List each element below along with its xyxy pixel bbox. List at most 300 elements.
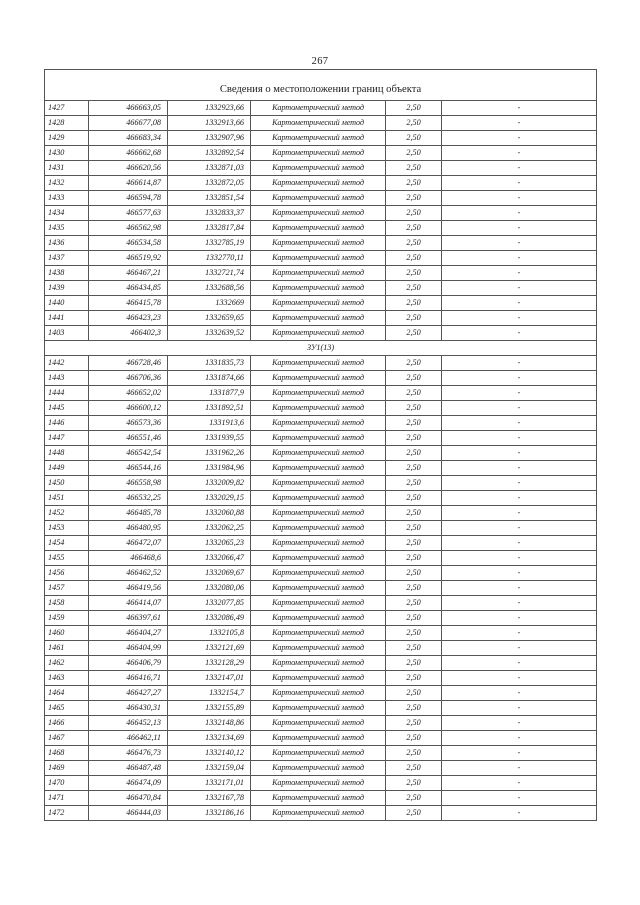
method-cell: Картометрический метод xyxy=(251,611,386,626)
page-number: 267 xyxy=(311,56,329,67)
y-coordinate-cell: 1332009,82 xyxy=(168,476,251,491)
note-cell: - xyxy=(442,131,597,146)
point-number-cell: 1467 xyxy=(45,731,89,746)
point-number-cell: 1448 xyxy=(45,446,89,461)
y-coordinate-cell: 1332060,88 xyxy=(168,506,251,521)
accuracy-cell: 2,50 xyxy=(386,446,442,461)
note-cell: - xyxy=(442,776,597,791)
x-coordinate-cell: 466558,98 xyxy=(89,476,168,491)
accuracy-cell: 2,50 xyxy=(386,401,442,416)
accuracy-cell: 2,50 xyxy=(386,686,442,701)
x-coordinate-cell: 466532,25 xyxy=(89,491,168,506)
y-coordinate-cell: 1332029,15 xyxy=(168,491,251,506)
table-row xyxy=(45,176,597,191)
method-cell: Картометрический метод xyxy=(251,491,386,506)
accuracy-cell: 2,50 xyxy=(386,596,442,611)
y-coordinate-cell: 1332817,84 xyxy=(168,221,251,236)
note-cell: - xyxy=(442,101,597,116)
x-coordinate-cell: 466677,08 xyxy=(89,116,168,131)
point-number-cell: 1443 xyxy=(45,371,89,386)
point-number-cell: 1460 xyxy=(45,626,89,641)
point-number-cell: 1441 xyxy=(45,311,89,326)
table-row xyxy=(45,401,597,416)
y-coordinate-cell: 1332871,03 xyxy=(168,161,251,176)
table-row xyxy=(45,161,597,176)
accuracy-cell: 2,50 xyxy=(386,761,442,776)
table-title: Сведения о местоположении границ объекта xyxy=(45,70,597,101)
boundary-coordinates-table xyxy=(44,69,597,821)
accuracy-cell: 2,50 xyxy=(386,566,442,581)
y-coordinate-cell: 1332121,69 xyxy=(168,641,251,656)
table-row xyxy=(45,656,597,671)
x-coordinate-cell: 466474,09 xyxy=(89,776,168,791)
x-coordinate-cell: 466662,68 xyxy=(89,146,168,161)
x-coordinate-cell: 466416,71 xyxy=(89,671,168,686)
accuracy-cell: 2,50 xyxy=(386,611,442,626)
table-body xyxy=(45,70,597,821)
table-row xyxy=(45,791,597,806)
point-number-cell: 1469 xyxy=(45,761,89,776)
method-cell: Картометрический метод xyxy=(251,806,386,821)
point-number-cell: 1436 xyxy=(45,236,89,251)
accuracy-cell: 2,50 xyxy=(386,176,442,191)
accuracy-cell: 2,50 xyxy=(386,296,442,311)
note-cell: - xyxy=(442,626,597,641)
y-coordinate-cell: 1332913,66 xyxy=(168,116,251,131)
method-cell: Картометрический метод xyxy=(251,776,386,791)
y-coordinate-cell: 1332872,05 xyxy=(168,176,251,191)
table-row xyxy=(45,641,597,656)
note-cell: - xyxy=(442,386,597,401)
table-row xyxy=(45,356,597,371)
x-coordinate-cell: 466728,46 xyxy=(89,356,168,371)
table-row xyxy=(45,476,597,491)
x-coordinate-cell: 466427,27 xyxy=(89,686,168,701)
note-cell: - xyxy=(442,281,597,296)
y-coordinate-cell: 1331984,96 xyxy=(168,461,251,476)
accuracy-cell: 2,50 xyxy=(386,281,442,296)
note-cell: - xyxy=(442,431,597,446)
x-coordinate-cell: 466652,02 xyxy=(89,386,168,401)
y-coordinate-cell: 1331835,73 xyxy=(168,356,251,371)
method-cell: Картометрический метод xyxy=(251,311,386,326)
point-number-cell: 1431 xyxy=(45,161,89,176)
method-cell: Картометрический метод xyxy=(251,566,386,581)
point-number-cell: 1430 xyxy=(45,146,89,161)
table-row xyxy=(45,806,597,821)
point-number-cell: 1451 xyxy=(45,491,89,506)
accuracy-cell: 2,50 xyxy=(386,776,442,791)
y-coordinate-cell: 1332155,89 xyxy=(168,701,251,716)
section-label: ЗУ1(13) xyxy=(45,341,597,356)
point-number-cell: 1446 xyxy=(45,416,89,431)
table-row xyxy=(45,311,597,326)
note-cell: - xyxy=(442,581,597,596)
y-coordinate-cell: 1332833,37 xyxy=(168,206,251,221)
accuracy-cell: 2,50 xyxy=(386,161,442,176)
x-coordinate-cell: 466468,6 xyxy=(89,551,168,566)
table-row xyxy=(45,266,597,281)
table-row xyxy=(45,761,597,776)
table-row xyxy=(45,521,597,536)
accuracy-cell: 2,50 xyxy=(386,641,442,656)
note-cell: - xyxy=(442,611,597,626)
x-coordinate-cell: 466419,56 xyxy=(89,581,168,596)
note-cell: - xyxy=(442,266,597,281)
method-cell: Картометрический метод xyxy=(251,296,386,311)
method-cell: Картометрический метод xyxy=(251,761,386,776)
y-coordinate-cell: 1332062,25 xyxy=(168,521,251,536)
x-coordinate-cell: 466706,36 xyxy=(89,371,168,386)
table-row xyxy=(45,581,597,596)
point-number-cell: 1470 xyxy=(45,776,89,791)
point-number-cell: 1450 xyxy=(45,476,89,491)
note-cell: - xyxy=(442,521,597,536)
note-cell: - xyxy=(442,461,597,476)
method-cell: Картометрический метод xyxy=(251,461,386,476)
point-number-cell: 1453 xyxy=(45,521,89,536)
table-row xyxy=(45,671,597,686)
y-coordinate-cell: 1332785,19 xyxy=(168,236,251,251)
table-title-row xyxy=(45,70,597,101)
x-coordinate-cell: 466573,36 xyxy=(89,416,168,431)
note-cell: - xyxy=(442,701,597,716)
point-number-cell: 1465 xyxy=(45,701,89,716)
y-coordinate-cell: 1332892,54 xyxy=(168,146,251,161)
note-cell: - xyxy=(442,296,597,311)
x-coordinate-cell: 466551,46 xyxy=(89,431,168,446)
accuracy-cell: 2,50 xyxy=(386,251,442,266)
note-cell: - xyxy=(442,731,597,746)
table-row xyxy=(45,701,597,716)
table-row xyxy=(45,611,597,626)
y-coordinate-cell: 1332186,16 xyxy=(168,806,251,821)
accuracy-cell: 2,50 xyxy=(386,536,442,551)
point-number-cell: 1449 xyxy=(45,461,89,476)
table-row xyxy=(45,776,597,791)
table-row xyxy=(45,386,597,401)
table-row xyxy=(45,371,597,386)
method-cell: Картометрический метод xyxy=(251,386,386,401)
method-cell: Картометрический метод xyxy=(251,506,386,521)
accuracy-cell: 2,50 xyxy=(386,731,442,746)
method-cell: Картометрический метод xyxy=(251,746,386,761)
table-row xyxy=(45,746,597,761)
table-row xyxy=(45,296,597,311)
method-cell: Картометрический метод xyxy=(251,716,386,731)
point-number-cell: 1466 xyxy=(45,716,89,731)
x-coordinate-cell: 466562,98 xyxy=(89,221,168,236)
note-cell: - xyxy=(442,656,597,671)
method-cell: Картометрический метод xyxy=(251,221,386,236)
note-cell: - xyxy=(442,671,597,686)
x-coordinate-cell: 466452,13 xyxy=(89,716,168,731)
x-coordinate-cell: 466614,87 xyxy=(89,176,168,191)
method-cell: Картометрический метод xyxy=(251,536,386,551)
note-cell: - xyxy=(442,356,597,371)
accuracy-cell: 2,50 xyxy=(386,146,442,161)
point-number-cell: 1433 xyxy=(45,191,89,206)
x-coordinate-cell: 466544,16 xyxy=(89,461,168,476)
table-row xyxy=(45,431,597,446)
x-coordinate-cell: 466600,12 xyxy=(89,401,168,416)
note-cell: - xyxy=(442,191,597,206)
note-cell: - xyxy=(442,401,597,416)
table-row xyxy=(45,251,597,266)
x-coordinate-cell: 466534,58 xyxy=(89,236,168,251)
table-row xyxy=(45,131,597,146)
table-row xyxy=(45,506,597,521)
y-coordinate-cell: 1332669 xyxy=(168,296,251,311)
method-cell: Картометрический метод xyxy=(251,626,386,641)
x-coordinate-cell: 466542,54 xyxy=(89,446,168,461)
y-coordinate-cell: 1332134,69 xyxy=(168,731,251,746)
point-number-cell: 1463 xyxy=(45,671,89,686)
method-cell: Картометрический метод xyxy=(251,266,386,281)
note-cell: - xyxy=(442,506,597,521)
note-cell: - xyxy=(442,416,597,431)
x-coordinate-cell: 466462,11 xyxy=(89,731,168,746)
note-cell: - xyxy=(442,716,597,731)
table-row xyxy=(45,686,597,701)
point-number-cell: 1456 xyxy=(45,566,89,581)
accuracy-cell: 2,50 xyxy=(386,806,442,821)
point-number-cell: 1442 xyxy=(45,356,89,371)
accuracy-cell: 2,50 xyxy=(386,356,442,371)
accuracy-cell: 2,50 xyxy=(386,371,442,386)
point-number-cell: 1440 xyxy=(45,296,89,311)
note-cell: - xyxy=(442,221,597,236)
point-number-cell: 1437 xyxy=(45,251,89,266)
note-cell: - xyxy=(442,806,597,821)
point-number-cell: 1445 xyxy=(45,401,89,416)
note-cell: - xyxy=(442,251,597,266)
point-number-cell: 1447 xyxy=(45,431,89,446)
method-cell: Картометрический метод xyxy=(251,671,386,686)
accuracy-cell: 2,50 xyxy=(386,626,442,641)
accuracy-cell: 2,50 xyxy=(386,581,442,596)
y-coordinate-cell: 1332065,23 xyxy=(168,536,251,551)
point-number-cell: 1468 xyxy=(45,746,89,761)
note-cell: - xyxy=(442,761,597,776)
x-coordinate-cell: 466462,52 xyxy=(89,566,168,581)
accuracy-cell: 2,50 xyxy=(386,551,442,566)
method-cell: Картометрический метод xyxy=(251,596,386,611)
y-coordinate-cell: 1332148,86 xyxy=(168,716,251,731)
note-cell: - xyxy=(442,161,597,176)
table-row xyxy=(45,626,597,641)
table-row xyxy=(45,596,597,611)
method-cell: Картометрический метод xyxy=(251,431,386,446)
table-row xyxy=(45,731,597,746)
accuracy-cell: 2,50 xyxy=(386,476,442,491)
y-coordinate-cell: 1332069,67 xyxy=(168,566,251,581)
method-cell: Картометрический метод xyxy=(251,251,386,266)
note-cell: - xyxy=(442,551,597,566)
table-row xyxy=(45,116,597,131)
note-cell: - xyxy=(442,146,597,161)
method-cell: Картометрический метод xyxy=(251,446,386,461)
y-coordinate-cell: 1332923,66 xyxy=(168,101,251,116)
point-number-cell: 1464 xyxy=(45,686,89,701)
x-coordinate-cell: 466487,48 xyxy=(89,761,168,776)
y-coordinate-cell: 1331913,6 xyxy=(168,416,251,431)
accuracy-cell: 2,50 xyxy=(386,116,442,131)
table-row xyxy=(45,146,597,161)
method-cell: Картометрический метод xyxy=(251,551,386,566)
accuracy-cell: 2,50 xyxy=(386,266,442,281)
x-coordinate-cell: 466397,61 xyxy=(89,611,168,626)
y-coordinate-cell: 1332080,06 xyxy=(168,581,251,596)
x-coordinate-cell: 466402,3 xyxy=(89,326,168,341)
accuracy-cell: 2,50 xyxy=(386,326,442,341)
x-coordinate-cell: 466404,27 xyxy=(89,626,168,641)
point-number-cell: 1472 xyxy=(45,806,89,821)
note-cell: - xyxy=(442,686,597,701)
method-cell: Картометрический метод xyxy=(251,731,386,746)
table-row xyxy=(45,461,597,476)
note-cell: - xyxy=(442,641,597,656)
point-number-cell: 1455 xyxy=(45,551,89,566)
y-coordinate-cell: 1332907,96 xyxy=(168,131,251,146)
note-cell: - xyxy=(442,311,597,326)
method-cell: Картометрический метод xyxy=(251,371,386,386)
table-row xyxy=(45,206,597,221)
x-coordinate-cell: 466434,85 xyxy=(89,281,168,296)
note-cell: - xyxy=(442,566,597,581)
x-coordinate-cell: 466415,78 xyxy=(89,296,168,311)
accuracy-cell: 2,50 xyxy=(386,311,442,326)
y-coordinate-cell: 1332167,78 xyxy=(168,791,251,806)
note-cell: - xyxy=(442,446,597,461)
note-cell: - xyxy=(442,746,597,761)
method-cell: Картометрический метод xyxy=(251,236,386,251)
table-row xyxy=(45,491,597,506)
y-coordinate-cell: 1332721,74 xyxy=(168,266,251,281)
note-cell: - xyxy=(442,371,597,386)
point-number-cell: 1428 xyxy=(45,116,89,131)
table-row xyxy=(45,416,597,431)
accuracy-cell: 2,50 xyxy=(386,671,442,686)
method-cell: Картометрический метод xyxy=(251,401,386,416)
point-number-cell: 1454 xyxy=(45,536,89,551)
x-coordinate-cell: 466594,78 xyxy=(89,191,168,206)
accuracy-cell: 2,50 xyxy=(386,221,442,236)
x-coordinate-cell: 466663,05 xyxy=(89,101,168,116)
method-cell: Картометрический метод xyxy=(251,191,386,206)
point-number-cell: 1439 xyxy=(45,281,89,296)
point-number-cell: 1457 xyxy=(45,581,89,596)
point-number-cell: 1438 xyxy=(45,266,89,281)
accuracy-cell: 2,50 xyxy=(386,131,442,146)
point-number-cell: 1461 xyxy=(45,641,89,656)
method-cell: Картометрический метод xyxy=(251,791,386,806)
table-row xyxy=(45,281,597,296)
x-coordinate-cell: 466423,23 xyxy=(89,311,168,326)
y-coordinate-cell: 1331939,55 xyxy=(168,431,251,446)
y-coordinate-cell: 1332128,29 xyxy=(168,656,251,671)
note-cell: - xyxy=(442,116,597,131)
point-number-cell: 1403 xyxy=(45,326,89,341)
table-row xyxy=(45,326,597,341)
accuracy-cell: 2,50 xyxy=(386,701,442,716)
table-row xyxy=(45,551,597,566)
table-row xyxy=(45,191,597,206)
point-number-cell: 1462 xyxy=(45,656,89,671)
note-cell: - xyxy=(442,326,597,341)
accuracy-cell: 2,50 xyxy=(386,416,442,431)
method-cell: Картометрический метод xyxy=(251,146,386,161)
x-coordinate-cell: 466683,34 xyxy=(89,131,168,146)
method-cell: Картометрический метод xyxy=(251,521,386,536)
y-coordinate-cell: 1331892,51 xyxy=(168,401,251,416)
y-coordinate-cell: 1331874,66 xyxy=(168,371,251,386)
x-coordinate-cell: 466577,63 xyxy=(89,206,168,221)
point-number-cell: 1434 xyxy=(45,206,89,221)
table-row xyxy=(45,221,597,236)
method-cell: Картометрический метод xyxy=(251,581,386,596)
y-coordinate-cell: 1332851,54 xyxy=(168,191,251,206)
y-coordinate-cell: 1332688,56 xyxy=(168,281,251,296)
accuracy-cell: 2,50 xyxy=(386,716,442,731)
point-number-cell: 1432 xyxy=(45,176,89,191)
point-number-cell: 1471 xyxy=(45,791,89,806)
y-coordinate-cell: 1332770,11 xyxy=(168,251,251,266)
x-coordinate-cell: 466485,78 xyxy=(89,506,168,521)
method-cell: Картометрический метод xyxy=(251,326,386,341)
point-number-cell: 1452 xyxy=(45,506,89,521)
method-cell: Картометрический метод xyxy=(251,131,386,146)
x-coordinate-cell: 466414,07 xyxy=(89,596,168,611)
table-row xyxy=(45,566,597,581)
note-cell: - xyxy=(442,176,597,191)
x-coordinate-cell: 466430,31 xyxy=(89,701,168,716)
x-coordinate-cell: 466480,95 xyxy=(89,521,168,536)
section-header-row xyxy=(45,341,597,356)
method-cell: Картометрический метод xyxy=(251,161,386,176)
accuracy-cell: 2,50 xyxy=(386,101,442,116)
y-coordinate-cell: 1331962,26 xyxy=(168,446,251,461)
method-cell: Картометрический метод xyxy=(251,416,386,431)
accuracy-cell: 2,50 xyxy=(386,506,442,521)
y-coordinate-cell: 1332147,01 xyxy=(168,671,251,686)
method-cell: Картометрический метод xyxy=(251,686,386,701)
accuracy-cell: 2,50 xyxy=(386,461,442,476)
y-coordinate-cell: 1332659,65 xyxy=(168,311,251,326)
note-cell: - xyxy=(442,236,597,251)
point-number-cell: 1427 xyxy=(45,101,89,116)
accuracy-cell: 2,50 xyxy=(386,431,442,446)
point-number-cell: 1429 xyxy=(45,131,89,146)
note-cell: - xyxy=(442,206,597,221)
table-row xyxy=(45,446,597,461)
note-cell: - xyxy=(442,536,597,551)
y-coordinate-cell: 1332077,85 xyxy=(168,596,251,611)
table-row xyxy=(45,236,597,251)
note-cell: - xyxy=(442,596,597,611)
method-cell: Картометрический метод xyxy=(251,701,386,716)
x-coordinate-cell: 466404,99 xyxy=(89,641,168,656)
accuracy-cell: 2,50 xyxy=(386,746,442,761)
accuracy-cell: 2,50 xyxy=(386,491,442,506)
accuracy-cell: 2,50 xyxy=(386,191,442,206)
x-coordinate-cell: 466519,92 xyxy=(89,251,168,266)
y-coordinate-cell: 1332639,52 xyxy=(168,326,251,341)
y-coordinate-cell: 1332154,7 xyxy=(168,686,251,701)
accuracy-cell: 2,50 xyxy=(386,521,442,536)
x-coordinate-cell: 466476,73 xyxy=(89,746,168,761)
accuracy-cell: 2,50 xyxy=(386,236,442,251)
